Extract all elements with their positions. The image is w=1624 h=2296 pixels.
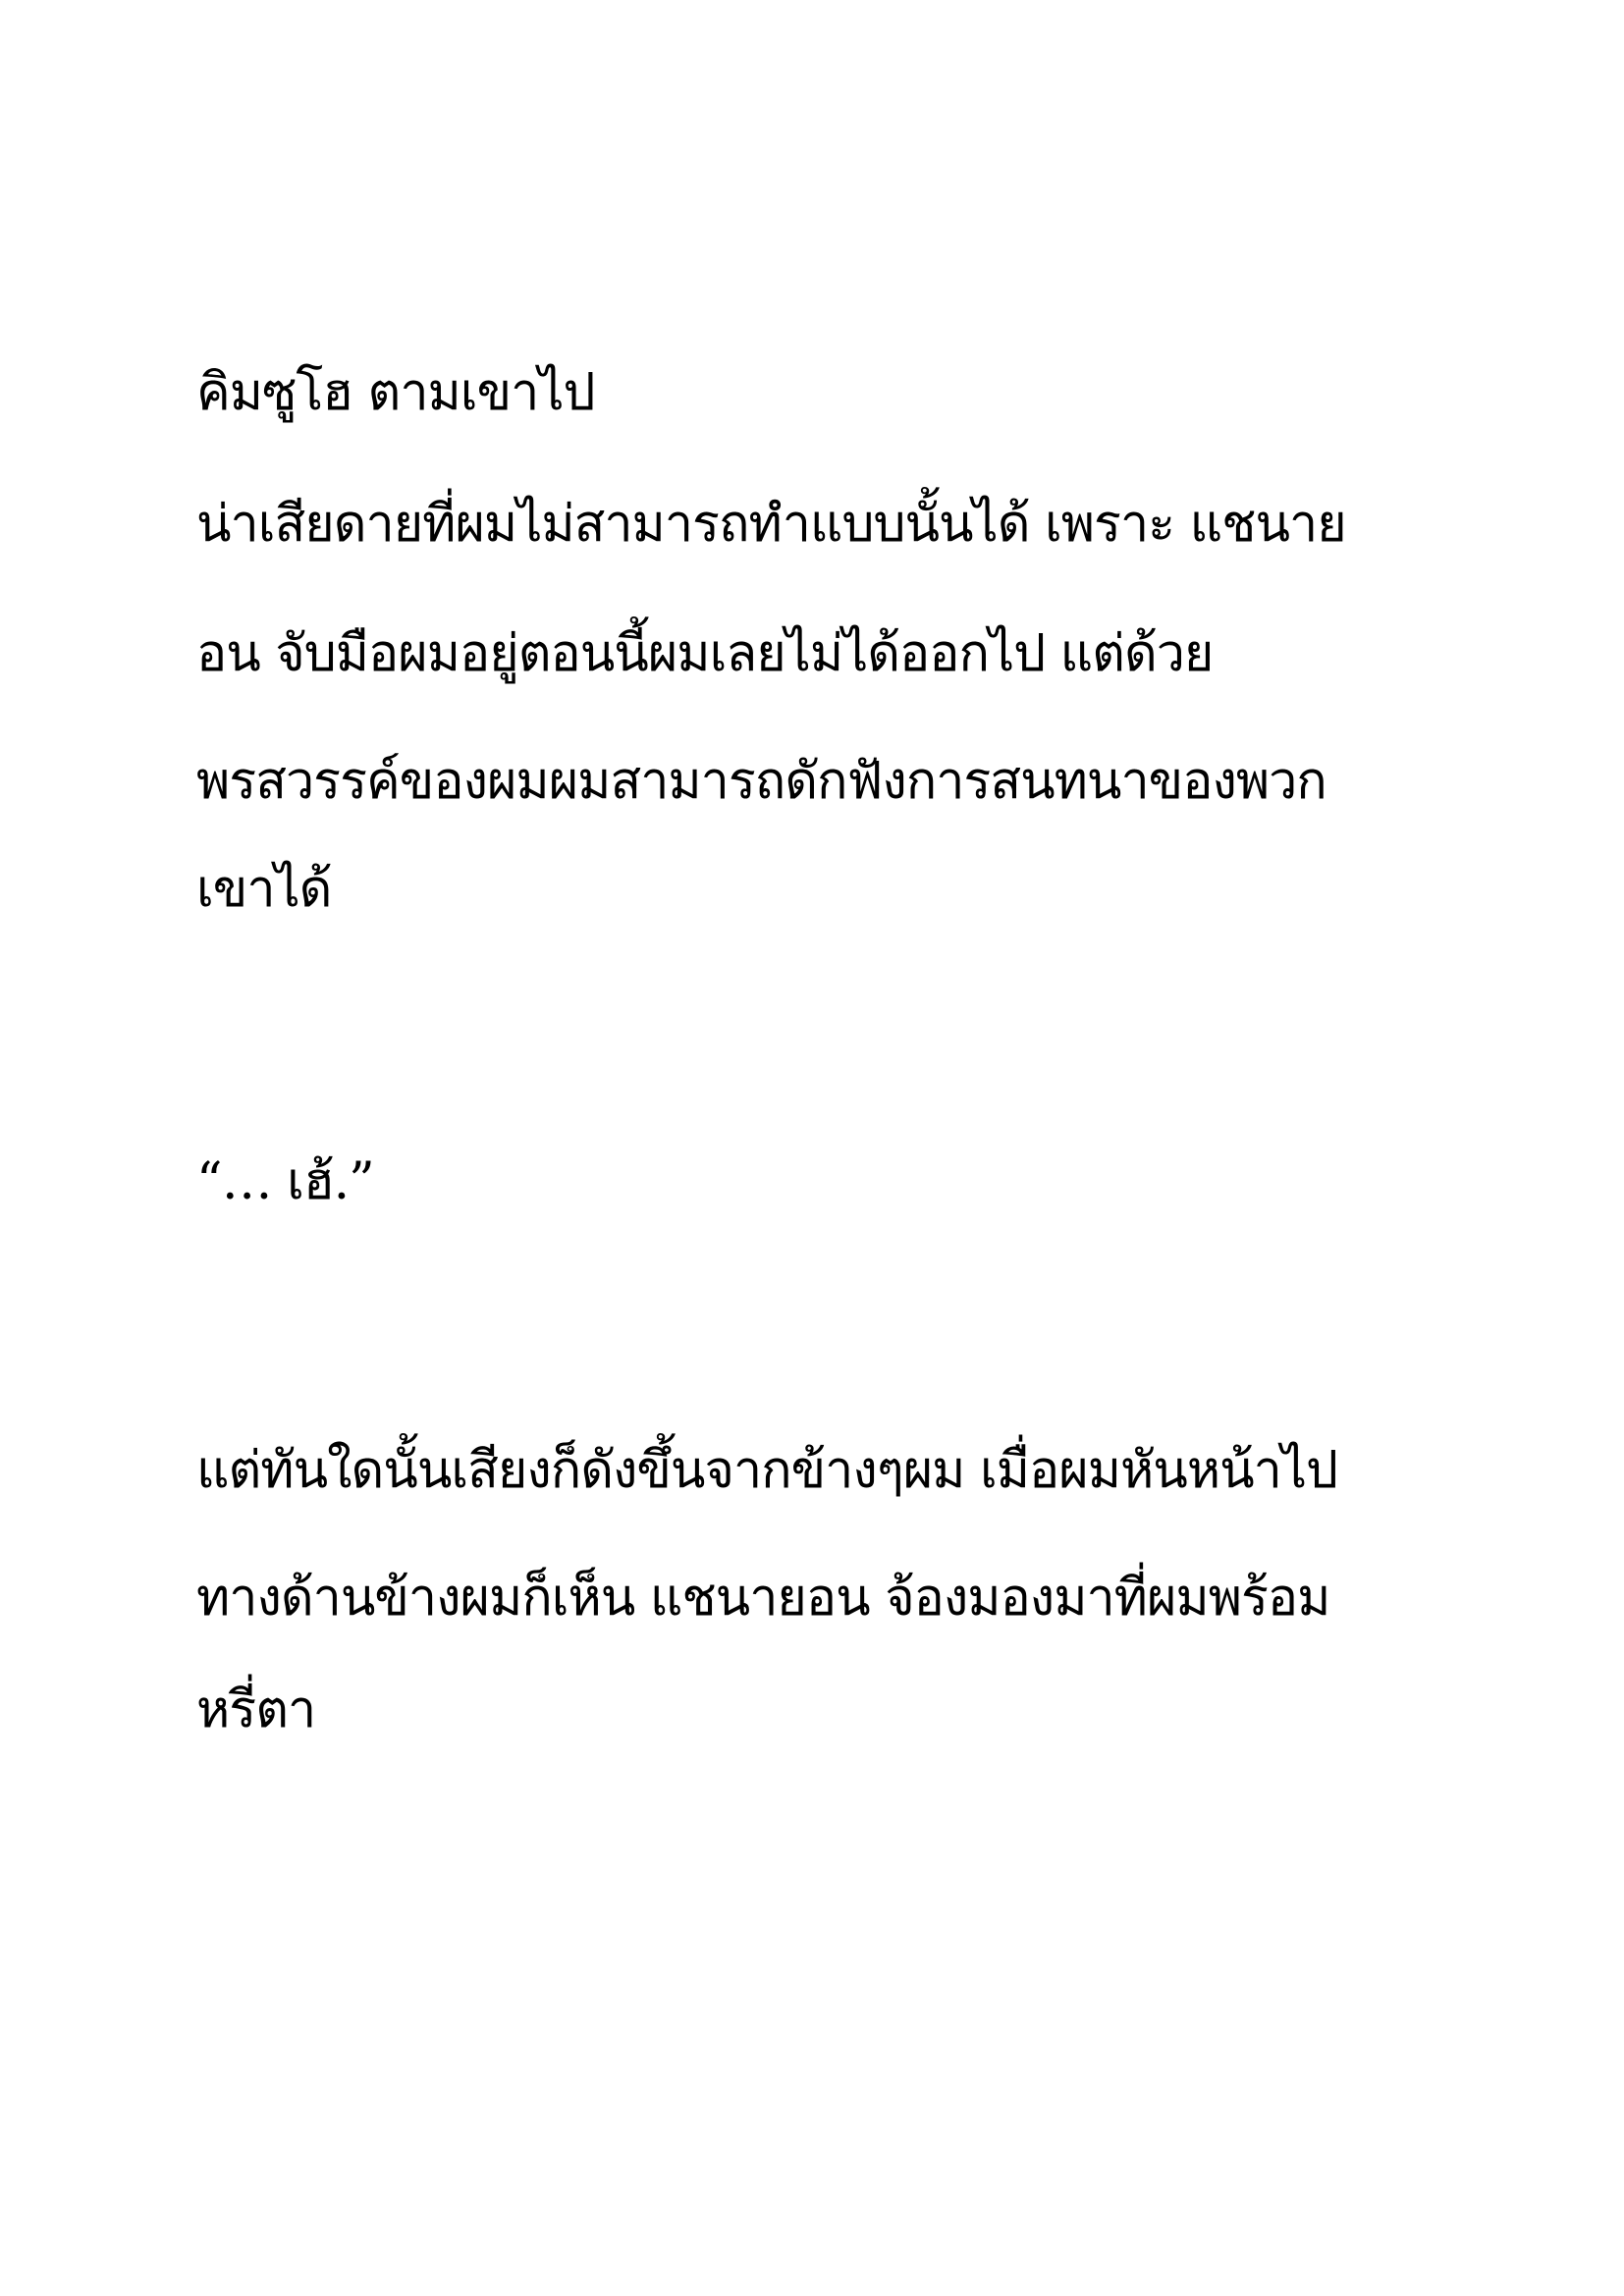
text-line-1: คิมซูโฮ ตามเขาไป xyxy=(196,363,595,422)
text-line-7: แต่ทันใดนั้นเสียงก็ดังขึ้นจากข้างๆผม เมื่อผมหันหน้าไป xyxy=(196,1441,1338,1500)
text-line-2: น่าเสียดายที่ผมไม่สามารถทำแบบนั้นได้ เพราะ แชนาย xyxy=(196,495,1346,554)
text-line-8: ทางด้านข้างผมก็เห็น แชนายอน จ้องมองมาที่ผมพร้อม xyxy=(196,1569,1330,1628)
dialogue-line: “… เฮ้.” xyxy=(196,1152,374,1211)
text-line-4: พรสวรรค์ของผมผมสามารถดักฟังการสนทนาของพวก xyxy=(196,752,1326,811)
text-line-9: หรี่ตา xyxy=(196,1681,316,1739)
text-line-3: อน จับมือผมอยู่ตอนนี้ผมเลยไม่ได้ออกไป แต่ด้วย xyxy=(196,624,1214,683)
text-line-5: เขาได้ xyxy=(196,860,332,919)
